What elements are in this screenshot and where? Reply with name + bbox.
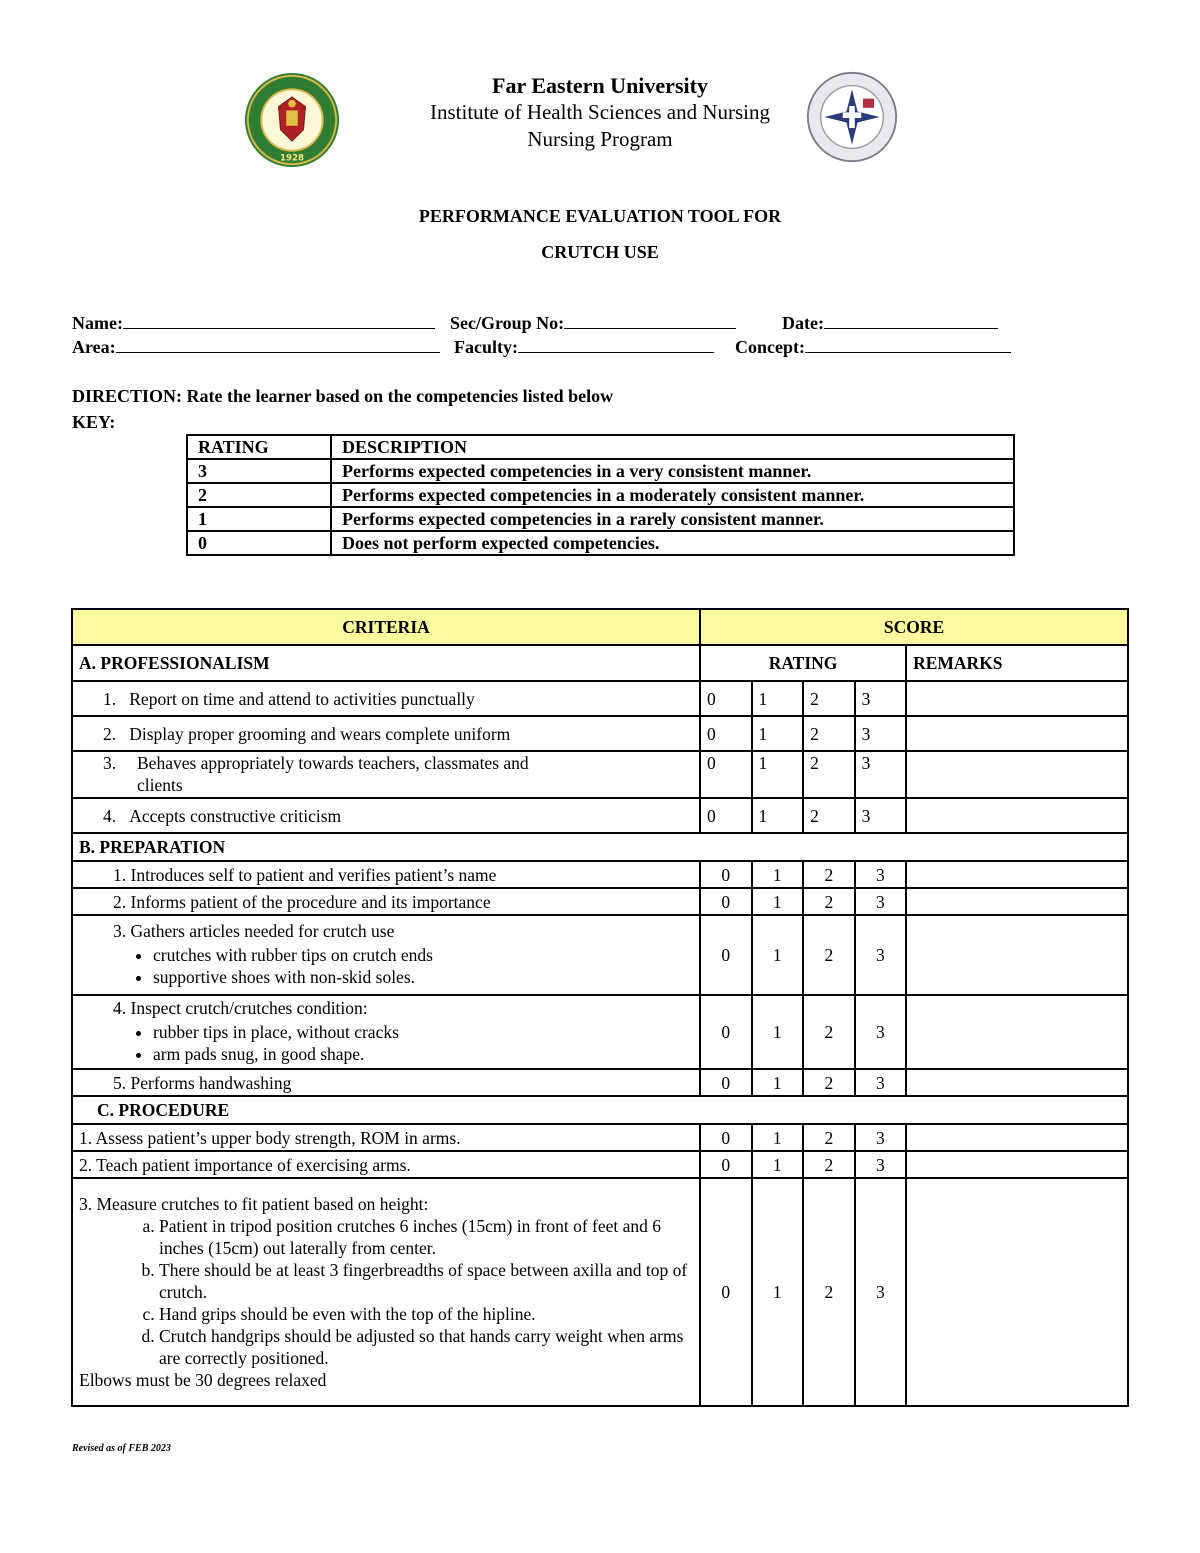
key-rating: 3 — [187, 459, 331, 483]
rating-2-cell[interactable]: 2 — [803, 1124, 855, 1151]
key-header-row — [187, 435, 1014, 459]
concept-field[interactable] — [735, 337, 1011, 358]
area-label: Area: — [72, 337, 116, 357]
document-title-line1: PERFORMANCE EVALUATION TOOL FOR — [418, 206, 782, 226]
institution-header — [300, 72, 900, 153]
rating-3-cell[interactable]: 3 — [855, 995, 907, 1069]
rating-0-cell[interactable]: 0 — [700, 798, 752, 833]
rating-2-cell[interactable]: 2 — [803, 1069, 855, 1096]
criteria-table — [71, 608, 1129, 1407]
rating-0-cell[interactable]: 0 — [700, 861, 752, 888]
rating-1-cell[interactable]: 1 — [752, 915, 804, 995]
sec-group-field[interactable] — [450, 313, 736, 334]
rating-1-cell[interactable]: 1 — [752, 995, 804, 1069]
rating-0-cell[interactable]: 0 — [700, 1124, 752, 1151]
list-item: c. Hand grips should be even with the top of the hipline. — [159, 1303, 693, 1325]
section-c-header-row — [72, 1096, 1128, 1124]
table-row — [72, 915, 1128, 995]
item-text: Display proper grooming and wears complete uniform — [129, 723, 511, 744]
item-text: 4. Inspect crutch/crutches condition: — [113, 998, 368, 1018]
seal-year: 1928 — [279, 153, 305, 164]
list-item: • supportive shoes with non-skid soles. — [153, 966, 693, 988]
table-row — [72, 798, 1128, 833]
table-row — [72, 751, 1128, 798]
key-description: Performs expected competencies in a rarely consistent manner. — [331, 507, 1014, 531]
remarks-cell[interactable] — [906, 716, 1128, 751]
rating-2-cell[interactable]: 2 — [803, 681, 855, 716]
key-row — [187, 459, 1014, 483]
remarks-cell[interactable] — [906, 1069, 1128, 1096]
item-text: Accepts constructive criticism — [129, 805, 342, 826]
key-row — [187, 531, 1014, 555]
rating-2-cell[interactable]: 2 — [803, 995, 855, 1069]
item-number: 3. — [103, 753, 117, 773]
criterion-text: 2. Teach patient importance of exercising arms. — [72, 1151, 700, 1178]
rating-3-cell[interactable]: 3 — [855, 1151, 907, 1178]
table-row — [72, 716, 1128, 751]
remarks-cell[interactable] — [906, 888, 1128, 915]
name-field[interactable] — [72, 313, 435, 334]
rating-2-cell[interactable]: 2 — [803, 1178, 855, 1406]
date-label: Date: — [782, 313, 824, 333]
faculty-label: Faculty: — [454, 337, 518, 357]
rating-1-cell[interactable]: 1 — [752, 888, 804, 915]
score-header: SCORE — [700, 609, 1128, 645]
program-name: Nursing Program — [527, 127, 673, 151]
criterion-text — [72, 798, 700, 833]
rating-3-cell[interactable]: 3 — [855, 751, 907, 798]
table-row — [72, 888, 1128, 915]
list-item: d. Crutch handgrips should be adjusted so that hands carry weight when arms are correctly positioned. — [159, 1325, 693, 1369]
item-text: Behaves appropriately towards teachers, classmates and clients — [137, 753, 529, 795]
criterion-text — [72, 681, 700, 716]
rating-2-cell[interactable]: 2 — [803, 861, 855, 888]
remarks-cell[interactable] — [906, 915, 1128, 995]
institute-name: Institute of Health Sciences and Nursing — [430, 100, 770, 124]
rating-3-cell[interactable]: 3 — [855, 1124, 907, 1151]
item-number: 1. — [103, 688, 117, 709]
key-row — [187, 507, 1014, 531]
section-b-header-row — [72, 833, 1128, 861]
key-description: Performs expected competencies in a moderately consistent manner. — [331, 483, 1014, 507]
section-a-title: A. PROFESSIONALISM — [72, 645, 700, 681]
item-number: 4. — [103, 805, 117, 826]
rating-2-cell[interactable]: 2 — [803, 716, 855, 751]
rating-0-cell[interactable]: 0 — [700, 888, 752, 915]
key-row — [187, 483, 1014, 507]
rating-1-cell[interactable]: 1 — [752, 798, 804, 833]
table-row — [72, 1069, 1128, 1096]
document-title-line2: CRUTCH USE — [541, 242, 659, 262]
rating-3-cell[interactable]: 3 — [855, 915, 907, 995]
key-rating: 2 — [187, 483, 331, 507]
faculty-field[interactable] — [454, 337, 714, 358]
rating-0-cell[interactable]: 0 — [700, 1151, 752, 1178]
criterion-text: 1. Introduces self to patient and verifies patient’s name — [72, 861, 700, 888]
rating-0-cell[interactable]: 0 — [700, 995, 752, 1069]
rating-3-cell[interactable]: 3 — [855, 1069, 907, 1096]
key-rating: 0 — [187, 531, 331, 555]
key-header-description: DESCRIPTION — [331, 435, 1014, 459]
rating-2-cell[interactable]: 2 — [803, 1151, 855, 1178]
criterion-text — [72, 751, 700, 798]
item-text: 3. Measure crutches to fit patient based on height: — [79, 1194, 429, 1214]
list-item: • rubber tips in place, without cracks — [153, 1021, 693, 1043]
area-field[interactable] — [72, 337, 440, 358]
table-row — [72, 1151, 1128, 1178]
rating-1-cell[interactable]: 1 — [752, 1124, 804, 1151]
rating-1-cell[interactable]: 1 — [752, 751, 804, 798]
item-footer-text: Elbows must be 30 degrees relaxed — [79, 1370, 327, 1390]
rating-2-cell[interactable]: 2 — [803, 915, 855, 995]
rating-0-cell[interactable]: 0 — [700, 716, 752, 751]
section-a-header-row — [72, 645, 1128, 681]
key-header-rating: RATING — [187, 435, 331, 459]
key-description: Does not perform expected competencies. — [331, 531, 1014, 555]
rating-3-cell[interactable]: 3 — [855, 861, 907, 888]
rating-1-cell[interactable]: 1 — [752, 861, 804, 888]
rating-2-cell[interactable]: 2 — [803, 888, 855, 915]
rating-3-cell[interactable]: 3 — [855, 1178, 907, 1406]
university-name: Far Eastern University — [492, 73, 708, 98]
criterion-text: 5. Performs handwashing — [72, 1069, 700, 1096]
rating-3-cell[interactable]: 3 — [855, 681, 907, 716]
section-c-title: C. PROCEDURE — [72, 1096, 1128, 1124]
key-label: KEY: — [72, 412, 116, 432]
criteria-header: CRITERIA — [72, 609, 700, 645]
rating-0-cell[interactable]: 0 — [700, 1178, 752, 1406]
rating-0-cell[interactable]: 0 — [700, 1069, 752, 1096]
remarks-cell[interactable] — [906, 1178, 1128, 1406]
criteria-header-row — [72, 609, 1128, 645]
key-description: Performs expected competencies in a very consistent manner. — [331, 459, 1014, 483]
remarks-cell[interactable] — [906, 1151, 1128, 1178]
concept-label: Concept: — [735, 337, 805, 357]
remarks-cell[interactable] — [906, 751, 1128, 798]
remarks-cell[interactable] — [906, 681, 1128, 716]
rating-3-cell[interactable]: 3 — [855, 798, 907, 833]
table-row — [72, 1124, 1128, 1151]
remarks-cell[interactable] — [906, 798, 1128, 833]
criterion-text — [72, 995, 700, 1069]
section-b-title: B. PREPARATION — [72, 833, 1128, 861]
key-rating: 1 — [187, 507, 331, 531]
criterion-text — [72, 1178, 700, 1406]
list-item: b. There should be at least 3 fingerbreadths of space between axilla and top of crutch. — [159, 1259, 693, 1303]
rating-1-cell[interactable]: 1 — [752, 716, 804, 751]
name-label: Name: — [72, 313, 123, 333]
rating-3-cell[interactable]: 3 — [855, 716, 907, 751]
rating-1-cell[interactable]: 1 — [752, 1069, 804, 1096]
criterion-text: 2. Informs patient of the procedure and its importance — [72, 888, 700, 915]
criterion-text — [72, 915, 700, 995]
remarks-cell[interactable] — [906, 861, 1128, 888]
table-row — [72, 861, 1128, 888]
revision-footer: Revised as of FEB 2023 — [72, 1443, 171, 1454]
table-row — [72, 1178, 1128, 1406]
rating-key-table — [186, 434, 1015, 556]
rating-1-cell[interactable]: 1 — [752, 1151, 804, 1178]
rating-0-cell[interactable]: 0 — [700, 751, 752, 798]
criterion-text — [72, 716, 700, 751]
list-item: • arm pads snug, in good shape. — [153, 1043, 693, 1065]
item-text: 3. Gathers articles needed for crutch use — [113, 921, 395, 941]
sec-group-label: Sec/Group No: — [450, 313, 565, 333]
item-number: 2. — [103, 723, 117, 744]
direction-text: DIRECTION: Rate the learner based on the competencies listed below — [72, 386, 614, 406]
rating-2-cell[interactable]: 2 — [803, 798, 855, 833]
remarks-column-label: REMARKS — [906, 645, 1128, 681]
rating-column-label: RATING — [700, 645, 906, 681]
list-item: • crutches with rubber tips on crutch ends — [153, 944, 693, 966]
criterion-text: 1. Assess patient’s upper body strength, ROM in arms. — [72, 1124, 700, 1151]
rating-1-cell[interactable]: 1 — [752, 681, 804, 716]
item-text: Report on time and attend to activities punctually — [129, 688, 475, 709]
list-item: a. Patient in tripod position crutches 6 inches (15cm) in front of feet and 6 inches (15cm) out laterally from center. — [159, 1215, 693, 1259]
rating-2-cell[interactable]: 2 — [803, 751, 855, 798]
table-row — [72, 681, 1128, 716]
date-field[interactable] — [782, 313, 998, 334]
table-row — [72, 995, 1128, 1069]
rating-0-cell[interactable]: 0 — [700, 681, 752, 716]
rating-1-cell[interactable]: 1 — [752, 1178, 804, 1406]
remarks-cell[interactable] — [906, 1124, 1128, 1151]
rating-3-cell[interactable]: 3 — [855, 888, 907, 915]
remarks-cell[interactable] — [906, 995, 1128, 1069]
rating-0-cell[interactable]: 0 — [700, 915, 752, 995]
